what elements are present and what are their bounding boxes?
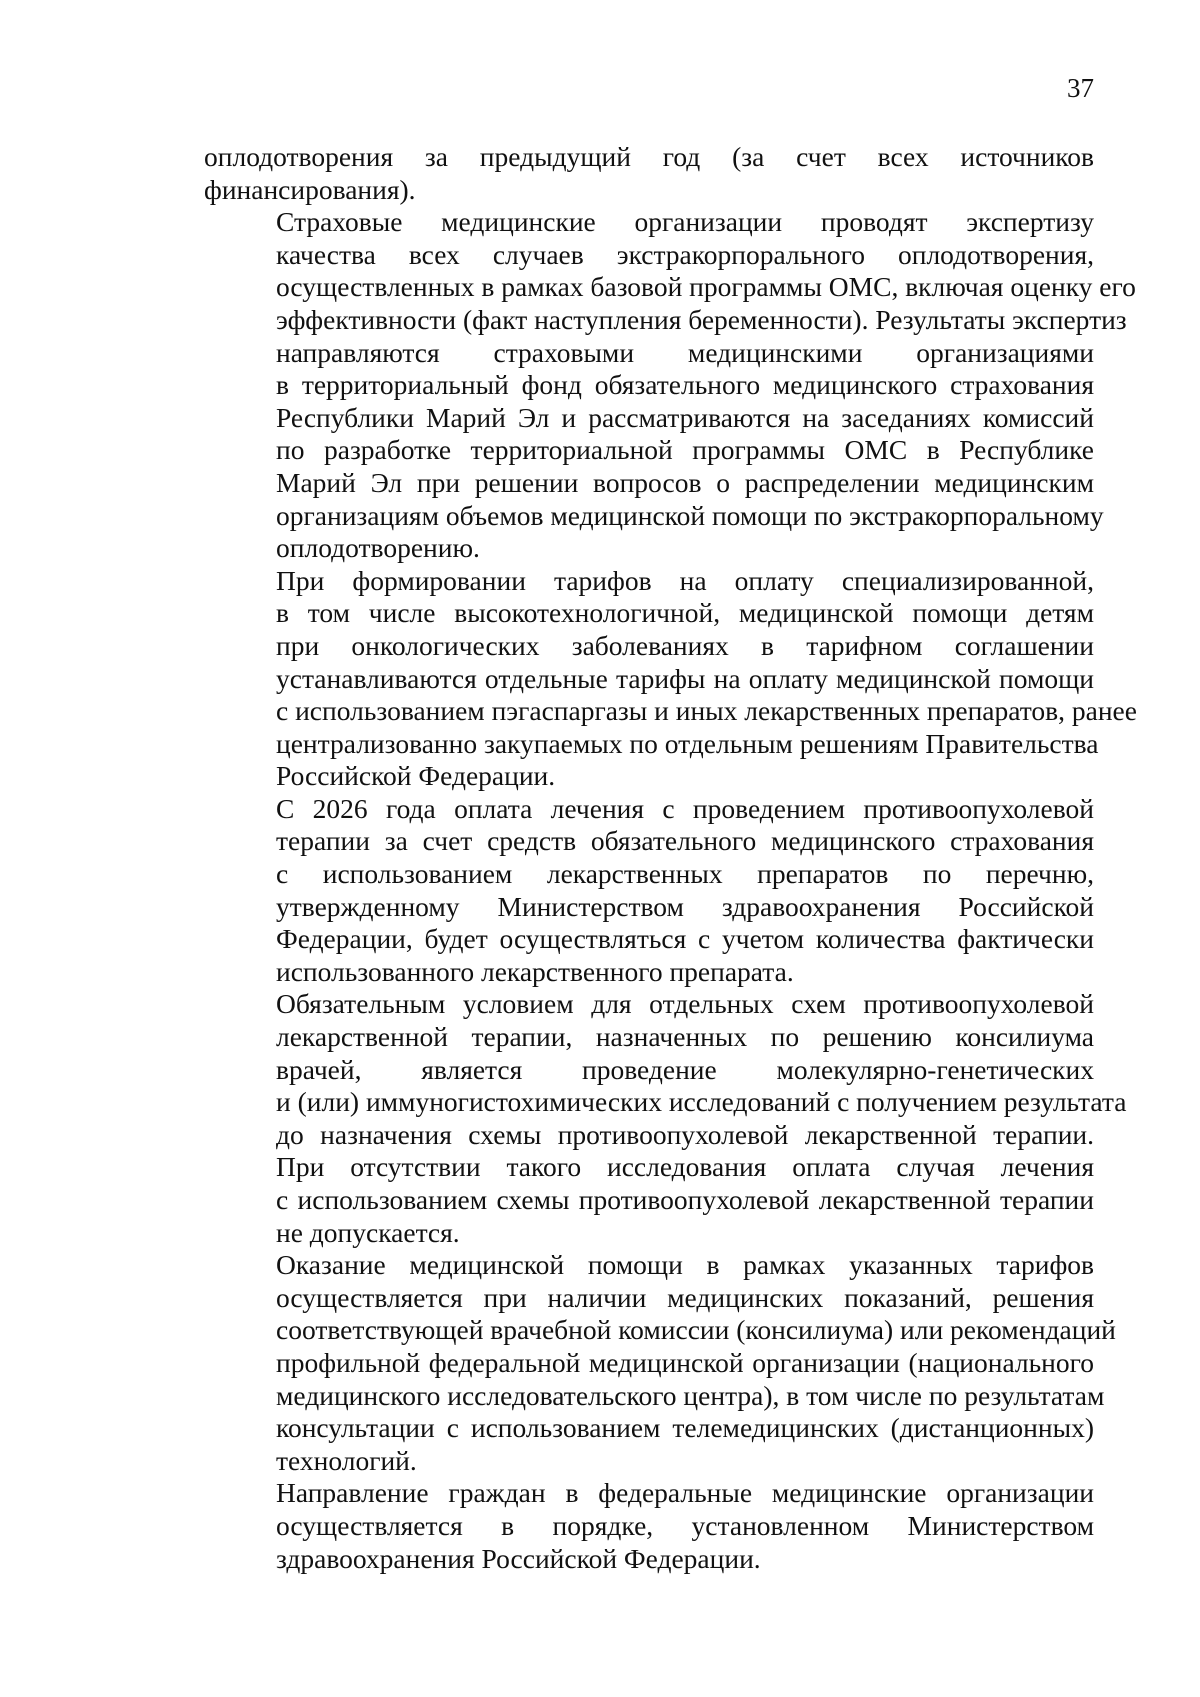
text-line: Страховые медицинские организации проводят экспертизу (276, 206, 1094, 238)
text-line: в территориальный фонд обязательного медицинского страхования (276, 369, 1094, 401)
text-line: врачей, является проведение молекулярно-генетических (276, 1053, 1094, 1085)
paragraph (204, 1249, 1116, 1477)
text-line: лекарственной терапии, назначенных по решению консилиума (276, 1021, 1094, 1053)
text-line: до назначения схемы противоопухолевой лекарственной терапии. (276, 1118, 1094, 1150)
text-line: здравоохранения Российской Федерации. (276, 1542, 761, 1574)
text-line: медицинского исследовательского центра), в том числе по результатам (276, 1379, 1105, 1411)
text-line: Марий Эл при решении вопросов о распределении медицинским (276, 466, 1094, 498)
text-line: Российской Федерации. (276, 760, 556, 792)
text-line: по разработке территориальной программы ОМС в Республике (276, 434, 1094, 466)
text-line: с использованием пэгаспаргазы и иных лекарственных препаратов, ранее (276, 695, 1137, 727)
text-line: Обязательным условием для отдельных схем противоопухолевой (276, 988, 1094, 1020)
paragraph (204, 564, 1137, 793)
text-line: Направление граждан в федеральные медицинские организации (276, 1477, 1094, 1509)
text-line: осуществляется в порядке, установленном Министерством (276, 1509, 1094, 1541)
text-line: Федерации, будет осуществляться с учетом количества фактически (276, 923, 1094, 955)
text-line: финансирования). (204, 173, 416, 205)
text-line: осуществленных в рамках базовой программы ОМС, включая оценку его (276, 271, 1136, 303)
text-line: устанавливаются отдельные тарифы на оплату медицинской помощи (276, 662, 1094, 694)
text-line: технологий. (276, 1444, 417, 1476)
text-line: с использованием лекарственных препаратов по перечню, (276, 858, 1094, 890)
text-line: утвержденному Министерством здравоохранения Российской (276, 890, 1094, 922)
text-line: осуществляется при наличии медицинских показаний, решения (276, 1281, 1094, 1313)
paragraph (204, 988, 1127, 1249)
paragraph (204, 141, 1094, 206)
paragraph (204, 793, 1094, 989)
text-line: в том числе высокотехнологичной, медицинской помощи детям (276, 597, 1094, 629)
text-line: организациям объемов медицинской помощи по экстракорпоральному (276, 499, 1104, 531)
text-line: направляются страховыми медицинскими организациями (276, 336, 1094, 368)
text-line: оплодотворению. (276, 532, 480, 564)
text-line: эффективности (факт наступления беременности). Результаты экспертиз (276, 303, 1127, 335)
text-line: использованного лекарственного препарата. (276, 955, 794, 987)
text-line: централизованно закупаемых по отдельным решениям Правительства (276, 727, 1099, 759)
text-line: терапии за счет средств обязательного медицинского страхования (276, 825, 1094, 857)
text-line: с использованием схемы противоопухолевой лекарственной терапии (276, 1184, 1094, 1215)
page-number: 37 (1067, 73, 1094, 103)
text-line: соответствующей врачебной комиссии (консилиума) или рекомендаций (276, 1314, 1116, 1346)
text-line: При отсутствии такого исследования оплата случая лечения (276, 1151, 1094, 1183)
text-line: оплодотворения за предыдущий год (за счет всех источников (204, 141, 1094, 172)
body-text (204, 141, 1137, 1575)
text-line: Республики Марий Эл и рассматриваются на заседаниях комиссий (276, 401, 1094, 433)
text-line: не допускается. (276, 1216, 460, 1248)
text-line: качества всех случаев экстракорпорального оплодотворения, (276, 238, 1094, 270)
paragraph (204, 1477, 1094, 1575)
text-line: С 2026 года оплата лечения с проведением противоопухолевой (276, 792, 1094, 824)
text-line: При формировании тарифов на оплату специализированной, (276, 564, 1094, 596)
paragraph (204, 206, 1136, 565)
text-line: Оказание медицинской помощи в рамках указанных тарифов (276, 1249, 1094, 1281)
text-line: профильной федеральной медицинской организации (национального (276, 1346, 1094, 1378)
text-line: при онкологических заболеваниях в тарифном соглашении (276, 629, 1094, 661)
text-line: консультации с использованием телемедицинских (дистанционных) (276, 1412, 1094, 1444)
text-line: и (или) иммуногистохимических исследований с получением результата (276, 1086, 1127, 1118)
